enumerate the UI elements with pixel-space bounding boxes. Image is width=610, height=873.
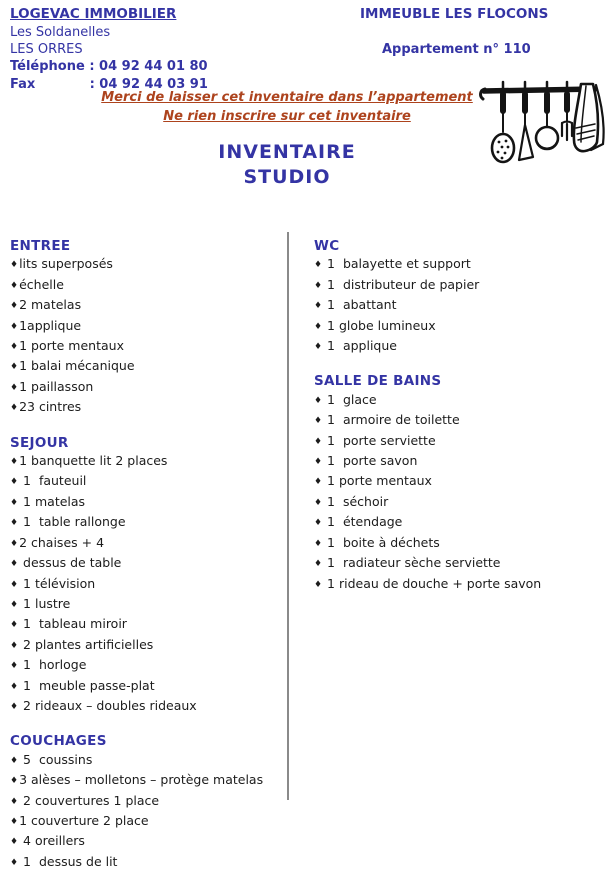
item-label: 1 applique	[323, 338, 397, 354]
bullet-icon: ♦	[10, 382, 19, 393]
bullet-icon: ♦	[314, 301, 323, 312]
list-item	[10, 276, 282, 296]
left-column	[10, 238, 282, 873]
inventory-section	[10, 733, 282, 873]
list-item	[10, 296, 282, 316]
list-item	[10, 513, 282, 533]
list-item	[314, 452, 606, 472]
bullet-icon: ♦	[10, 640, 19, 651]
fax-line: Fax : 04 92 44 03 91	[10, 77, 208, 92]
list-item	[10, 575, 282, 595]
item-label: 1 distributeur de papier	[323, 276, 480, 292]
bullet-icon: ♦	[10, 497, 19, 508]
list-item	[10, 398, 282, 418]
list-item	[314, 391, 606, 411]
list-item	[10, 554, 282, 574]
company-address-line2: LES ORRES	[10, 42, 83, 57]
list-item	[10, 697, 282, 717]
list-item	[314, 513, 606, 533]
section-heading: COUCHAGES	[10, 733, 107, 750]
right-column	[314, 238, 606, 595]
document-title: INVENTAIRE	[218, 141, 356, 163]
item-label: 1 table rallonge	[19, 514, 126, 530]
bullet-icon: ♦	[10, 342, 19, 353]
bullet-icon: ♦	[10, 620, 19, 631]
item-label: 2 chaises + 4	[19, 534, 105, 550]
bullet-icon: ♦	[10, 301, 19, 312]
item-label: 2 plantes artificielles	[19, 636, 154, 652]
list-item	[314, 575, 606, 595]
item-label: 2 couvertures 1 place	[19, 792, 160, 808]
inventory-section	[314, 373, 606, 594]
list-item	[10, 832, 282, 852]
list-item	[10, 677, 282, 697]
bullet-icon: ♦	[314, 579, 323, 590]
item-label: 1 horloge	[19, 657, 87, 673]
item-label: 1 paillasson	[19, 378, 94, 394]
item-label: 1 banquette lit 2 places	[19, 453, 168, 469]
column-divider	[287, 232, 289, 800]
list-item	[10, 255, 282, 275]
list-item	[314, 317, 606, 337]
list-item	[10, 472, 282, 492]
list-item	[314, 432, 606, 452]
item-label: 1 fauteuil	[19, 473, 87, 489]
list-item	[10, 771, 282, 791]
bullet-icon: ♦	[314, 477, 323, 488]
item-label: 4 oreillers	[19, 833, 85, 849]
inventory-section	[10, 435, 282, 718]
bullet-icon: ♦	[10, 321, 19, 332]
bullet-icon: ♦	[10, 457, 19, 468]
phone-line: Téléphone : 04 92 44 01 80	[10, 59, 208, 74]
list-item	[10, 317, 282, 337]
bullet-icon: ♦	[10, 776, 19, 787]
bullet-icon: ♦	[314, 280, 323, 291]
list-item	[10, 751, 282, 771]
bullet-icon: ♦	[314, 559, 323, 570]
item-label: 1 dessus de lit	[19, 853, 118, 869]
section-heading: WC	[314, 238, 340, 254]
item-label: 1 meuble passe-plat	[19, 677, 155, 693]
list-item	[314, 472, 606, 492]
list-item	[314, 534, 606, 554]
item-label: 1 rideau de douche + porte savon	[323, 575, 542, 591]
bullet-icon: ♦	[314, 321, 323, 332]
bullet-icon: ♦	[314, 416, 323, 427]
item-label: 1 balai mécanique	[19, 358, 135, 374]
bullet-icon: ♦	[314, 260, 323, 271]
item-label: 1 porte savon	[323, 453, 418, 469]
list-item	[10, 792, 282, 812]
notice-line-1: Merci de laisser cet inventaire dans l’appartement	[101, 90, 473, 105]
list-item	[314, 493, 606, 513]
bullet-icon: ♦	[10, 837, 19, 848]
item-label: 1 porte mentaux	[19, 338, 124, 354]
item-label: 1 porte serviette	[323, 432, 436, 448]
bullet-icon: ♦	[314, 436, 323, 447]
item-label: 1 porte mentaux	[323, 473, 432, 489]
company-address-line1: Les Soldanelles	[10, 25, 111, 40]
bullet-icon: ♦	[314, 538, 323, 549]
item-label: dessus de table	[19, 555, 122, 571]
bullet-icon: ♦	[10, 796, 19, 807]
bullet-icon: ♦	[10, 661, 19, 672]
list-item	[10, 452, 282, 472]
bullet-icon: ♦	[10, 857, 19, 868]
list-item	[10, 853, 282, 873]
list-item	[10, 493, 282, 513]
company-name: LOGEVAC IMMOBILIER	[10, 6, 177, 22]
item-label: 3 alèses – molletons – protège matelas	[19, 772, 264, 788]
list-item	[314, 296, 606, 316]
item-label: 1 glace	[323, 391, 377, 407]
item-label: 5 coussins	[19, 751, 93, 767]
item-label: 2 rideaux – doubles rideaux	[19, 697, 197, 713]
list-item	[10, 812, 282, 832]
kitchen-utensils-icon	[477, 80, 609, 180]
list-item	[10, 357, 282, 377]
apartment-number: Appartement n° 110	[382, 42, 531, 57]
item-label: 1 tableau miroir	[19, 616, 127, 632]
section-heading: SALLE DE BAINS	[314, 373, 442, 390]
notice-line-2: Ne rien inscrire sur cet inventaire	[163, 109, 411, 124]
item-label: lits superposés	[19, 256, 113, 272]
item-label: 1 boite à déchets	[323, 534, 440, 550]
bullet-icon: ♦	[10, 559, 19, 570]
bullet-icon: ♦	[10, 280, 19, 291]
inventory-section	[10, 238, 282, 419]
item-label: 1 abattant	[323, 297, 397, 313]
document-subtitle: STUDIO	[243, 166, 331, 188]
list-item	[10, 534, 282, 554]
item-label: 1 balayette et support	[323, 256, 471, 272]
building-name: IMMEUBLE LES FLOCONS	[360, 6, 549, 22]
bullet-icon: ♦	[10, 403, 19, 414]
bullet-icon: ♦	[314, 518, 323, 529]
bullet-icon: ♦	[314, 395, 323, 406]
bullet-icon: ♦	[10, 681, 19, 692]
list-item	[314, 276, 606, 296]
bullet-icon: ♦	[10, 538, 19, 549]
list-item	[314, 255, 606, 275]
item-label: 1 lustre	[19, 595, 71, 611]
item-label: 23 cintres	[19, 399, 82, 415]
bullet-icon: ♦	[10, 260, 19, 271]
bullet-icon: ♦	[10, 518, 19, 529]
list-item	[314, 411, 606, 431]
bullet-icon: ♦	[314, 342, 323, 353]
item-label: 2 matelas	[19, 297, 82, 313]
bullet-icon: ♦	[10, 579, 19, 590]
bullet-icon: ♦	[10, 701, 19, 712]
item-label: 1 couverture 2 place	[19, 812, 149, 828]
list-item	[10, 595, 282, 615]
list-item	[314, 554, 606, 574]
bullet-icon: ♦	[314, 457, 323, 468]
bullet-icon: ♦	[10, 755, 19, 766]
bullet-icon: ♦	[10, 816, 19, 827]
item-label: 1 matelas	[19, 493, 86, 509]
list-item	[10, 615, 282, 635]
list-item	[10, 656, 282, 676]
list-item	[10, 337, 282, 357]
bullet-icon: ♦	[10, 599, 19, 610]
item-label: 1 globe lumineux	[323, 317, 436, 333]
item-label: 1 télévision	[19, 575, 96, 591]
item-label: 1 séchoir	[323, 493, 389, 509]
item-label: 1applique	[19, 317, 82, 333]
inventory-section	[314, 238, 606, 357]
item-label: échelle	[19, 276, 64, 292]
list-item	[10, 636, 282, 656]
list-item	[314, 337, 606, 357]
section-heading: SEJOUR	[10, 434, 69, 451]
bullet-icon: ♦	[10, 477, 19, 488]
item-label: 1 armoire de toilette	[323, 412, 460, 428]
item-label: 1 étendage	[323, 514, 403, 530]
list-item	[10, 378, 282, 398]
bullet-icon: ♦	[10, 362, 19, 373]
item-label: 1 radiateur sèche serviette	[323, 555, 501, 571]
section-heading: ENTREE	[10, 238, 71, 254]
bullet-icon: ♦	[314, 497, 323, 508]
